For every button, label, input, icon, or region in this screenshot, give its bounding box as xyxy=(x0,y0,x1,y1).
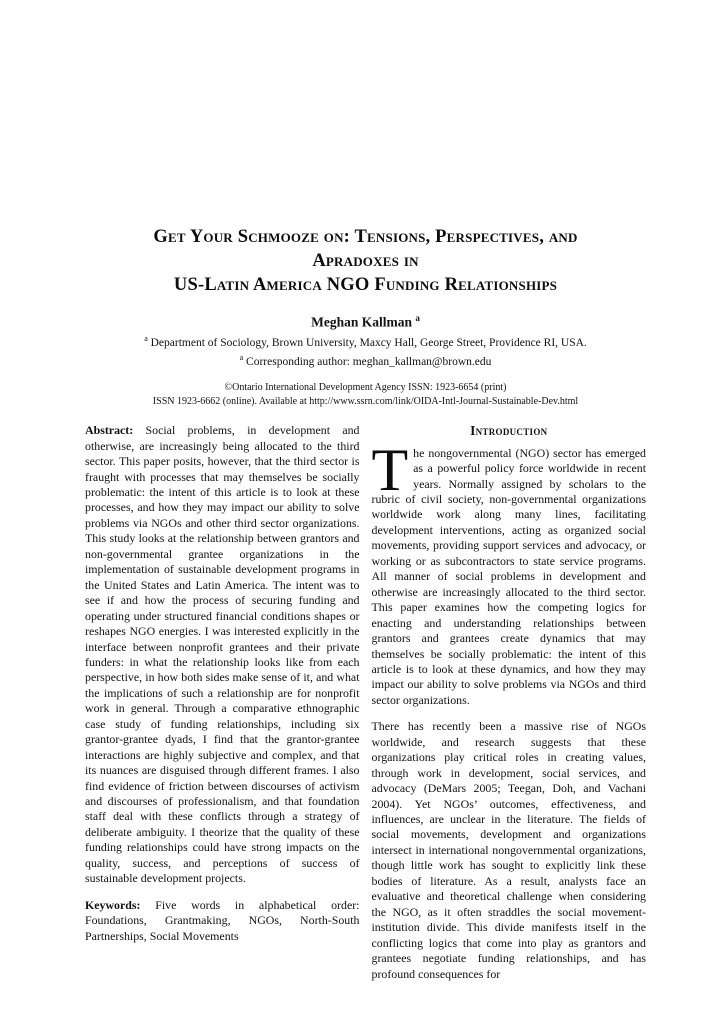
body-columns xyxy=(85,423,646,993)
introduction-paragraph-1-text: he nongovernmental (NGO) sector has emerged as a powerful policy force worldwide in recent years. Normally assigned by scholars to the rubric of civil society, non-governmental organizations worldwide work along many lines, facilitating development interventions, acting as organized social movements, providing support services and advocacy, or working or as subcontractors to state service programs. All manner of social problems in development and otherwise are increasingly allocated to the third sector. This paper examines how the competing logics for enacting and understanding relationships between grantors and grantees create dynamics that may themselves be socially problematic: the intent of this article is to look at these dynamics, and how they may impact our ability to solve problems via NGOs and third sector organizations. xyxy=(371,445,646,707)
author-line xyxy=(85,310,646,331)
corresponding-line xyxy=(85,350,646,370)
corresponding-text: Corresponding author: meghan_kallman@brown.edu xyxy=(246,356,492,369)
title-line-3: US-Latin America NGO Funding Relationships xyxy=(173,275,558,295)
title-line-2: Apradoxes in xyxy=(312,251,419,271)
abstract-text: Social problems, in development and otherwise, are increasingly being allocated to the third sector. This paper posits, however, that the third sector is fraught with processes that may themselves be socially problematic: the intent of this article is to look at these processes, and how they may impact our ability to solve problems via NGOs and other third sector organizations. This study looks at the relationship between grantors and non-governmental grantee organizations in the implementation of sustainable development programs in the United States and Latin America. The intent was to see if and how the process of securing funding and operating under structured financial conditions shapes or reshapes NGO energies. I was interested explicitly in the interface between nonprofit grantees and their private funders: in what the relationship looks like from each perspective, in how both sides make sense of it, and what the implications of such a relationship are for nonprofit work in general. Through a comparative ethnographic case study of funding relationships, including six grantor-grantee dyads, I find that the grantor-grantee interactions are highly subjective and complex, and that its nuances are disguised through different frames. I also find evidence of friction between discourses of activism and discourses of professionalism, and that foundation staff deal with these conflicts through a strategy of deliberate ambiguity. I theorize that the quality of these funding relationships could have strong impacts on the quality, success, and perceptions of success of sustainable development projects. xyxy=(85,423,360,886)
introduction-paragraph-1 xyxy=(371,436,647,709)
abstract-paragraph xyxy=(85,423,360,887)
introduction-paragraph-2: There has recently been a massive rise of NGOs worldwide, and research suggests that these organizations play critical roles in creating values, through work in development, social services, and advocacy (DeMars 2005; Teegan, Doh, and Vachani 2004). Yet NGOs’ outcomes, effectiveness, and influences, are unclear in the literature. The fields of social movements, development and organizations intersect in international nongovernmental organizations, though little work has sought to explicitly link these bodies of literature. As a result, analysts face an evaluative and theoretical challenge when considering the NGO, as it often straddles the social movement-institution divide. This divide manifests itself in the conflicting logics that come into play as grantors and grantees negotiate funding relationships, and has profound consequences for xyxy=(371,719,646,981)
keywords-label: Keywords: xyxy=(85,897,141,912)
introduction-heading: Introduction xyxy=(470,423,548,439)
drop-cap: T xyxy=(371,436,409,503)
title-line-1: Get Your Schmooze on: Tensions, Perspectives, and xyxy=(153,227,578,247)
keywords-paragraph xyxy=(85,898,360,944)
title-block xyxy=(85,225,646,408)
abstract-column xyxy=(85,423,360,993)
abstract-label: Abstract: xyxy=(85,423,134,438)
corresponding-mark: a xyxy=(239,353,244,363)
publisher-line-2: ISSN 1923-6662 (online). Available at http://www.ssrn.com/link/OIDA-Intl-Journal-Sustainable-Dev.html xyxy=(152,395,579,407)
keywords-text: Five words in alphabetical order: Foundations, Grantmaking, NGOs, North-South Partnerships, Social Movements xyxy=(85,897,360,943)
paper-title xyxy=(85,225,646,297)
author-name: Meghan Kallman xyxy=(311,314,412,330)
publisher-block xyxy=(85,381,646,408)
affiliation-text: Department of Sociology, Brown University, Maxcy Hall, George Street, Providence RI, USA. xyxy=(150,336,587,349)
affiliation-line xyxy=(85,331,646,351)
publisher-line-1: ©Ontario International Development Agency ISSN: 1923-6654 (print) xyxy=(224,382,507,394)
affiliation-mark: a xyxy=(144,333,148,343)
author-note-mark: a xyxy=(415,313,420,323)
introduction-column xyxy=(372,423,647,993)
